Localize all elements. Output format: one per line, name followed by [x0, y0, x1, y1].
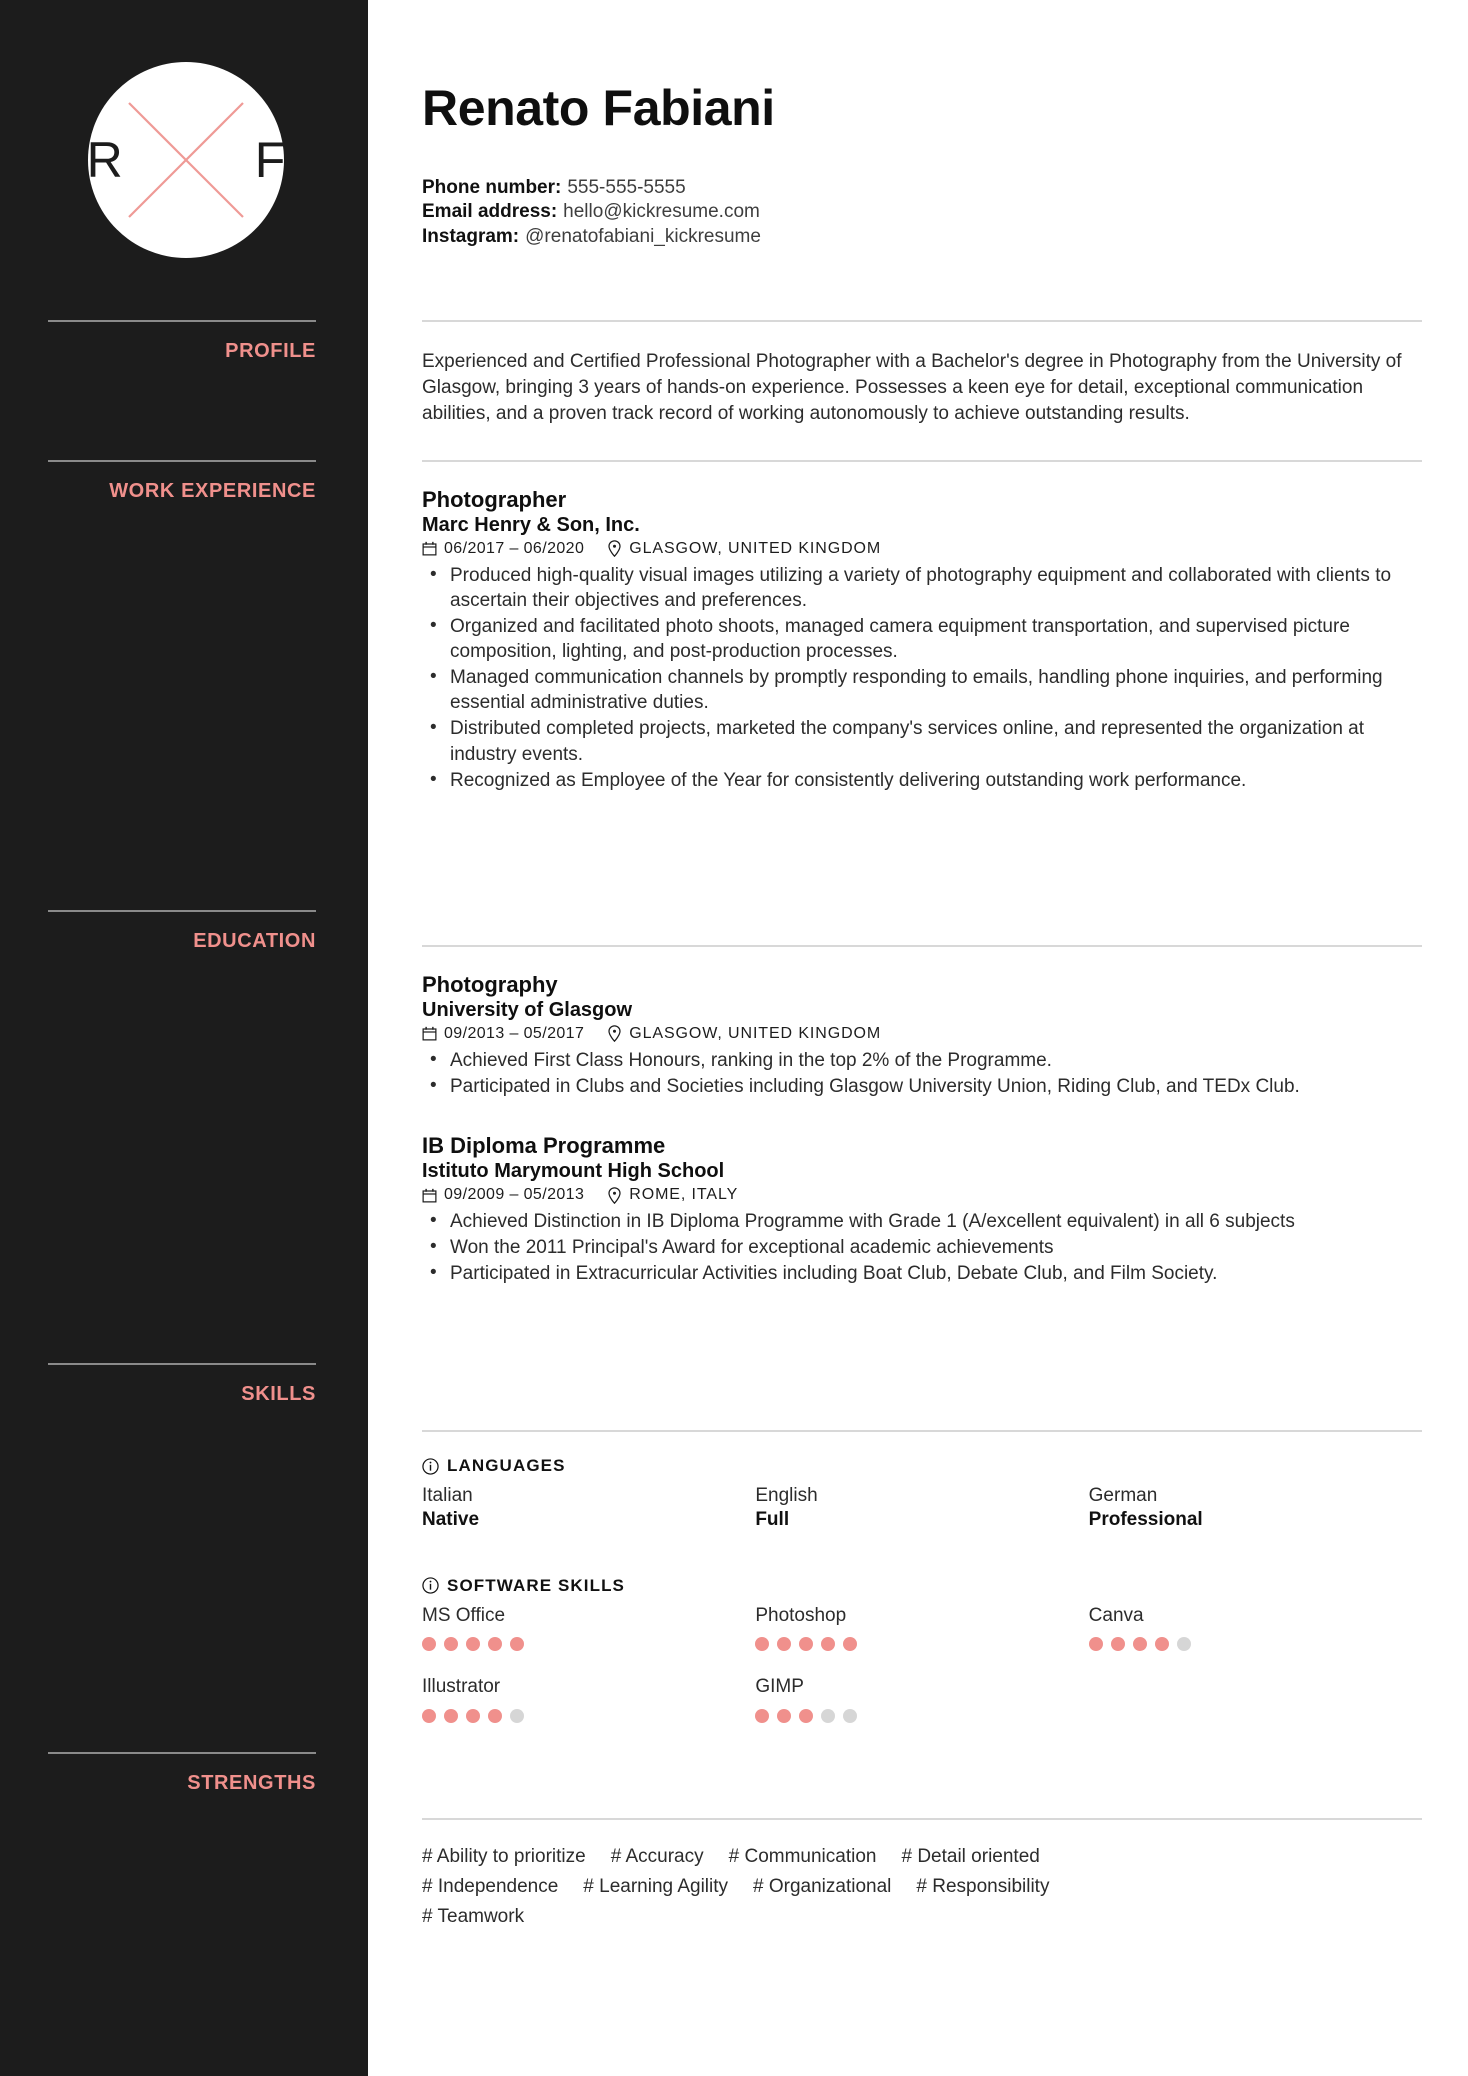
skill-item-empty	[1089, 1675, 1422, 1723]
entry-meta	[422, 1025, 1422, 1043]
rating-dot-filled	[777, 1709, 791, 1723]
divider	[422, 460, 1422, 462]
skill-name: Illustrator	[422, 1676, 501, 1698]
entry-location: GLASGOW, UNITED KINGDOM	[629, 1024, 882, 1042]
skill-name: Photoshop	[755, 1604, 847, 1626]
calendar-icon	[422, 1026, 437, 1041]
company-name: Marc Henry & Son, Inc.	[422, 513, 640, 536]
sidebar-item-label: SKILLS	[241, 1383, 316, 1405]
contact-label: Instagram:	[422, 225, 520, 247]
strength-tag: # Accuracy	[610, 1846, 704, 1867]
section-skills	[422, 1430, 1422, 1723]
school-name: University of Glasgow	[422, 998, 633, 1021]
sidebar-item-strengths[interactable]	[48, 1752, 316, 1794]
language-item	[755, 1484, 1088, 1532]
skill-rating	[755, 1709, 1088, 1723]
sidebar-item-label: STRENGTHS	[187, 1772, 316, 1794]
section-profile	[422, 320, 1422, 428]
language-name: German	[1088, 1485, 1158, 1506]
sidebar	[0, 0, 368, 2076]
rating-dot-filled	[444, 1637, 458, 1651]
list-item: • Won the 2011 Principal's Award for exceptional academic achievements	[422, 1235, 1422, 1260]
degree-title: Photography	[422, 972, 558, 997]
contact-value: @renatofabiani_kickresume	[525, 225, 761, 247]
school-name: Istituto Marymount High School	[422, 1160, 725, 1183]
list-item: • Participated in Extracurricular Activities including Boat Club, Debate Club, and Film Society.	[422, 1261, 1422, 1286]
entry-location: ROME, ITALY	[629, 1186, 739, 1204]
divider	[48, 320, 316, 322]
entry-date: 09/2009 – 05/2013	[444, 1186, 585, 1204]
software-skills-grid	[422, 1604, 1422, 1723]
strength-tag: # Communication	[728, 1846, 877, 1867]
monogram-logo	[88, 62, 284, 258]
list-item: • Organized and facilitated photo shoots, managed camera equipment transportation, and supervised picture composition, lighting, and post-production processes.	[422, 614, 1422, 664]
rating-dot-filled	[488, 1709, 502, 1723]
languages-heading-label: LANGUAGES	[447, 1456, 566, 1475]
rating-dot-empty	[843, 1709, 857, 1723]
sidebar-item-label: WORK EXPERIENCE	[109, 480, 316, 502]
divider	[422, 1818, 1422, 1820]
rating-dot-filled	[444, 1709, 458, 1723]
sidebar-item-label: PROFILE	[225, 340, 316, 362]
divider	[48, 910, 316, 912]
monogram-initial-last: F	[254, 132, 286, 188]
strength-tag: # Ability to prioritize	[422, 1846, 586, 1867]
divider	[48, 1752, 316, 1754]
info-icon	[422, 1577, 439, 1594]
strength-tag: # Detail oriented	[901, 1846, 1040, 1867]
sidebar-item-profile[interactable]	[48, 320, 316, 362]
education-bullets	[422, 1048, 1422, 1099]
rating-dot-filled	[1133, 1637, 1147, 1651]
sidebar-item-work-experience[interactable]	[48, 460, 316, 502]
main-content	[368, 0, 1468, 2076]
list-item: • Achieved First Class Honours, ranking in the top 2% of the Programme.	[422, 1048, 1422, 1073]
language-item	[1089, 1484, 1422, 1532]
entry-date: 09/2013 – 05/2017	[444, 1024, 585, 1042]
software-skills-heading-label: SOFTWARE SKILLS	[447, 1575, 625, 1595]
skill-name: MS Office	[422, 1604, 506, 1626]
list-item: • Produced high-quality visual images utilizing a variety of photography equipment and collaborated with clients to ascertain their objectives and preferences.	[422, 563, 1422, 613]
contact-value: 555-555-5555	[567, 177, 686, 198]
rating-dot-filled	[510, 1637, 524, 1651]
languages-grid	[422, 1484, 1422, 1532]
degree-title: IB Diploma Programme	[422, 1133, 666, 1159]
work-entry	[422, 487, 1422, 793]
divider	[48, 460, 316, 462]
rating-dot-empty	[510, 1709, 524, 1723]
languages-heading	[422, 1456, 1422, 1476]
strength-tag: # Independence	[422, 1875, 559, 1897]
rating-dot-filled	[1155, 1637, 1169, 1651]
software-skills-heading	[422, 1576, 1422, 1596]
sidebar-item-education[interactable]	[48, 910, 316, 952]
calendar-icon	[422, 541, 437, 556]
language-level: Full	[755, 1508, 790, 1530]
section-work-experience	[422, 460, 1422, 794]
skill-item	[755, 1604, 1088, 1652]
list-item: • Distributed completed projects, marketed the company's services online, and represented the organization at industry events.	[422, 716, 1422, 766]
contact-block	[422, 176, 761, 249]
education-bullets	[422, 1209, 1422, 1286]
skill-item	[422, 1675, 755, 1723]
calendar-icon	[422, 1188, 437, 1203]
rating-dot-filled	[422, 1709, 436, 1723]
monogram-initial-first: R	[86, 132, 123, 188]
location-pin-icon	[607, 1187, 622, 1204]
education-entry	[422, 972, 1422, 1099]
location-pin-icon	[607, 540, 622, 557]
skill-item	[755, 1675, 1088, 1723]
rating-dot-filled	[466, 1709, 480, 1723]
entry-meta	[422, 540, 1422, 558]
contact-row-phone	[422, 176, 761, 200]
skill-item	[1089, 1604, 1422, 1652]
languages-block	[422, 1456, 1422, 1532]
skill-name: Canva	[1088, 1604, 1144, 1626]
list-item: • Achieved Distinction in IB Diploma Programme with Grade 1 (A/excellent equivalent) in all 6 subjects	[422, 1209, 1422, 1234]
language-name: Italian	[422, 1485, 473, 1506]
list-item: • Recognized as Employee of the Year for consistently delivering outstanding work performance.	[422, 768, 1422, 793]
software-skills-block	[422, 1576, 1422, 1723]
strength-tag: # Responsibility	[916, 1875, 1050, 1897]
contact-row-instagram	[422, 225, 761, 249]
list-item: • Managed communication channels by promptly responding to emails, handling phone inquiries, and performing essential administrative duties.	[422, 665, 1422, 715]
sidebar-item-label: EDUCATION	[193, 930, 316, 952]
rating-dot-filled	[799, 1637, 813, 1651]
skill-name: GIMP	[755, 1676, 804, 1698]
rating-dot-filled	[821, 1637, 835, 1651]
rating-dot-filled	[1111, 1637, 1125, 1651]
language-name: English	[755, 1485, 818, 1506]
section-education	[422, 945, 1422, 1287]
rating-dot-empty	[1177, 1637, 1191, 1651]
rating-dot-filled	[488, 1637, 502, 1651]
strength-tag: # Organizational	[753, 1875, 892, 1897]
language-item	[422, 1484, 755, 1532]
rating-dot-filled	[1089, 1637, 1103, 1651]
skill-rating	[422, 1709, 755, 1723]
skill-rating	[422, 1637, 755, 1651]
section-strengths	[422, 1818, 1422, 1929]
sidebar-item-skills[interactable]	[48, 1363, 316, 1405]
strength-tag: # Teamwork	[422, 1905, 525, 1927]
education-entry	[422, 1133, 1422, 1286]
info-icon	[422, 1458, 439, 1475]
rating-dot-filled	[422, 1637, 436, 1651]
contact-label: Email address:	[422, 201, 558, 223]
divider	[422, 1430, 1422, 1432]
skill-item	[422, 1604, 755, 1652]
contact-label: Phone number:	[422, 177, 562, 198]
rating-dot-filled	[843, 1637, 857, 1651]
skill-rating	[1089, 1637, 1422, 1651]
rating-dot-filled	[466, 1637, 480, 1651]
strengths-tags	[422, 1844, 1182, 1929]
language-level: Native	[422, 1508, 480, 1530]
divider	[422, 945, 1422, 947]
avatar	[88, 62, 284, 258]
rating-dot-filled	[799, 1709, 813, 1723]
location-pin-icon	[607, 1025, 622, 1042]
language-level: Professional	[1088, 1508, 1203, 1530]
contact-row-email	[422, 200, 761, 224]
divider	[422, 320, 1422, 322]
list-item: • Participated in Clubs and Societies including Glasgow University Union, Riding Club, and TEDx Club.	[422, 1074, 1422, 1099]
rating-dot-empty	[821, 1709, 835, 1723]
contact-value: hello@kickresume.com	[563, 201, 760, 223]
entry-location: GLASGOW, UNITED KINGDOM	[629, 539, 882, 557]
page-title: Renato Fabiani	[422, 80, 775, 136]
divider	[48, 1363, 316, 1365]
strength-tag: # Learning Agility	[583, 1875, 729, 1897]
entry-date: 06/2017 – 06/2020	[444, 539, 585, 557]
skill-rating	[755, 1637, 1088, 1651]
rating-dot-filled	[755, 1709, 769, 1723]
profile-text: Experienced and Certified Professional Photographer with a Bachelor's degree in Photography from the University of Glasgow, bringing 3 years of hands-on experience. Possesses a keen eye for detail, exceptional communication abilities, and a proven track record of working autonomously to achieve outstanding results.	[422, 351, 1402, 425]
rating-dot-filled	[755, 1637, 769, 1651]
job-bullets	[422, 563, 1422, 793]
rating-dot-filled	[777, 1637, 791, 1651]
job-title: Photographer	[422, 487, 567, 512]
entry-meta	[422, 1186, 1422, 1204]
